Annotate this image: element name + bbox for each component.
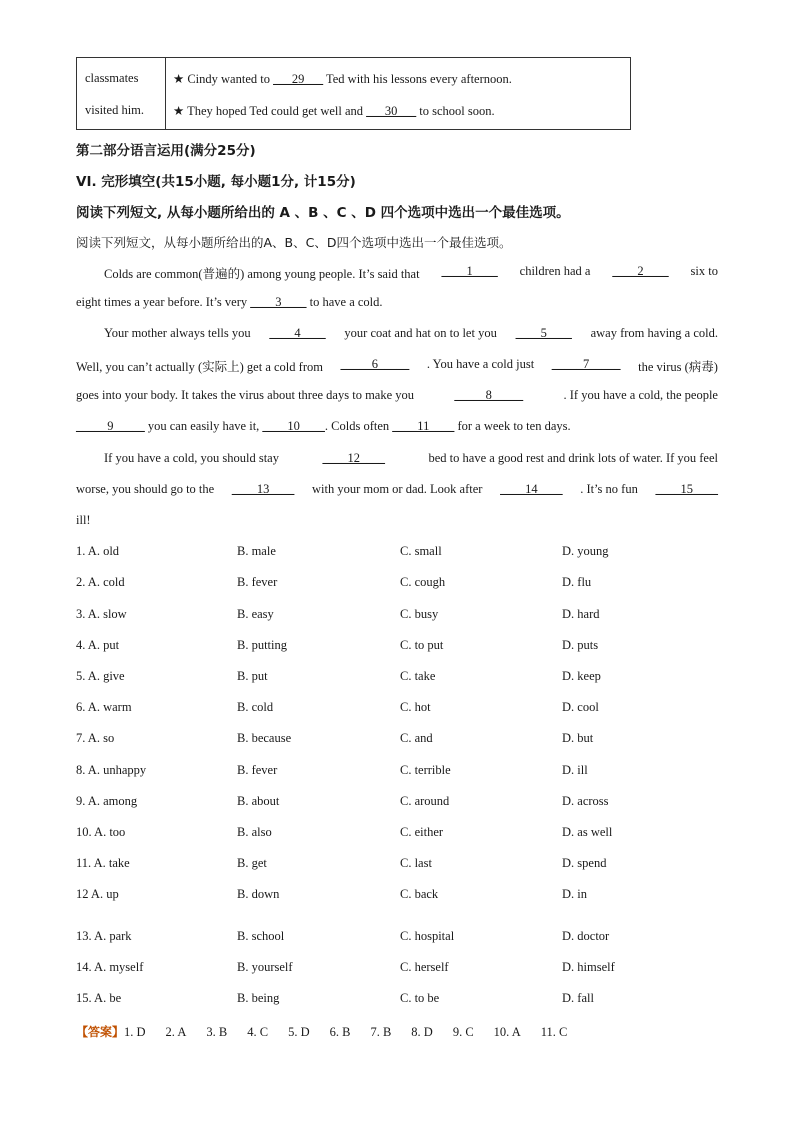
table-row1-text-end: Ted with his lessons every afternoon. [323,72,512,86]
passage-text: worse, you should go to the [76,482,215,496]
option-row-4 [76,638,726,656]
instruction: 阅读下列短文，从每小题所给出的A、B、C、D四个选项中选出一个最佳选项。 [76,235,512,250]
option-c[interactable]: C. herself [400,960,449,974]
passage-line-3 [104,326,718,341]
blank-6: _____6_____ [340,357,410,371]
option-d[interactable]: D. puts [562,638,599,652]
option-a[interactable]: 10. A. too [76,825,126,839]
option-c[interactable]: C. last [400,856,432,870]
passage-line-8 [76,482,718,497]
option-b[interactable]: B. also [237,825,272,839]
blank-10: ____10____ [262,419,325,433]
passage-text: you can easily have it, [144,419,263,433]
blank-3: ____3____ [250,295,307,309]
option-row-10 [76,825,726,843]
option-row-1 [76,544,726,562]
passage-line-7 [104,451,718,466]
option-d[interactable]: D. spend [562,856,607,870]
option-c[interactable]: C. around [400,794,450,808]
answer-key [76,1023,567,1040]
passage-line-2 [76,295,718,310]
answer-item: 5. D [288,1025,310,1039]
option-a[interactable]: 14. A. myself [76,960,144,974]
option-a[interactable]: 9. A. among [76,794,138,808]
passage-line-4 [76,357,718,375]
option-b[interactable]: B. down [237,887,280,901]
option-d[interactable]: D. himself [562,960,615,974]
table-left-cell [77,58,166,129]
option-row-12 [76,887,726,905]
option-b[interactable]: B. school [237,929,285,943]
passage-text: children had a [519,264,591,278]
passage-text: If you have a cold, you should stay [104,451,279,465]
table-row2-text-end: to school soon. [416,104,495,118]
answer-item: 3. B [206,1025,228,1039]
answer-item: 8. D [411,1025,433,1039]
option-b[interactable]: B. put [237,669,268,683]
option-d[interactable]: D. flu [562,575,592,589]
option-d[interactable]: D. keep [562,669,601,683]
option-d[interactable]: D. across [562,794,609,808]
option-b[interactable]: B. putting [237,638,288,652]
answer-item: 7. B [370,1025,392,1039]
option-row-6 [76,700,726,718]
blank-30: ___30___ [366,104,417,118]
option-a[interactable]: 15. A. be [76,991,122,1005]
option-c[interactable]: C. busy [400,607,439,621]
passage-text: . Colds often [324,419,393,433]
instruction-bold: 阅读下列短文, 从每小题所给出的 A 、B 、C 、D 四个选项中选出一个最佳选项。 [76,205,570,221]
passage-text: to have a cold. [306,295,383,309]
blank-1: ____1____ [441,264,498,278]
option-c[interactable]: C. back [400,887,439,901]
option-c[interactable]: C. hot [400,700,431,714]
option-b[interactable]: B. fever [237,575,278,589]
option-c[interactable]: C. to put [400,638,444,652]
answer-item: 2. A [165,1025,187,1039]
option-c[interactable]: C. take [400,669,436,683]
passage-text: for a week to ten days. [454,419,571,433]
blank-11: ____11____ [392,419,455,433]
answer-item: 11. C [540,1025,568,1039]
passage-text: Well, you can’t actually (实际上) get a cold from [76,360,323,374]
option-a[interactable]: 11. A. take [76,856,130,870]
option-d[interactable]: D. as well [562,825,613,839]
passage-line-9: ill! [76,513,91,527]
answer-item: 6. B [329,1025,351,1039]
passage-line-1 [104,264,718,282]
option-b[interactable]: B. get [237,856,267,870]
option-a[interactable]: 13. A. park [76,929,132,943]
option-a[interactable]: 3. A. slow [76,607,127,621]
table-row2-text: ★ They hoped Ted could get well and [173,104,367,118]
answer-item: 9. C [452,1025,474,1039]
passage-text: away from having a cold. [590,326,718,340]
passage-text: . If you have a cold, the people [563,388,718,402]
option-row-7 [76,731,726,749]
option-c[interactable]: C. either [400,825,444,839]
option-a[interactable]: 6. A. warm [76,700,132,714]
blank-14: ____14____ [500,482,563,496]
option-c[interactable]: C. small [400,544,442,558]
table-right-cell [166,58,630,129]
passage-text: your coat and hat on to let you [344,326,497,340]
option-d[interactable]: D. hard [562,607,600,621]
passage-line-5 [76,388,718,403]
answer-item: 10. A [493,1025,521,1039]
option-row-5 [76,669,726,687]
answer-tag: 【答案】 [76,1025,125,1039]
table-row2 [173,103,495,119]
blank-7: _____7_____ [551,357,621,371]
blank-2: ____2____ [612,264,669,278]
option-row-3 [76,607,726,625]
answer-item: 1. D [124,1025,146,1039]
option-c[interactable]: C. cough [400,575,446,589]
option-d[interactable]: D. cool [562,700,599,714]
table-left-line1: classmates [85,71,139,85]
option-row-15 [76,991,726,1009]
blank-12: ____12____ [322,451,385,465]
option-b[interactable]: B. about [237,794,280,808]
table-row1-text: ★ Cindy wanted to [173,72,274,86]
section-title: VI. 完形填空(共15小题, 每小题1分, 计15分) [76,174,356,190]
option-c[interactable]: C. and [400,731,433,745]
option-d[interactable]: D. doctor [562,929,610,943]
option-row-9 [76,794,726,812]
blank-15: ____15____ [655,482,718,496]
option-d[interactable]: D. ill [562,763,588,777]
passage-text: Colds are common(普遍的) among young people. It’s said that [104,267,420,281]
option-d[interactable]: D. fall [562,991,594,1005]
part-title: 第二部分语言运用(满分25分) [76,143,256,159]
option-b[interactable]: B. because [237,731,292,745]
option-a[interactable]: 5. A. give [76,669,125,683]
option-row-13 [76,929,726,947]
option-c[interactable]: C. to be [400,991,440,1005]
option-b[interactable]: B. fever [237,763,278,777]
option-b[interactable]: B. yourself [237,960,293,974]
option-row-14 [76,960,726,978]
blank-4: ____4____ [269,326,326,340]
option-b[interactable]: B. cold [237,700,274,714]
option-c[interactable]: C. hospital [400,929,455,943]
table-row1 [173,71,512,87]
option-a[interactable]: 1. A. old [76,544,120,558]
option-c[interactable]: C. terrible [400,763,451,777]
option-a[interactable]: 7. A. so [76,731,115,745]
passage-text: . It’s no fun [580,482,638,496]
option-d[interactable]: D. young [562,544,609,558]
option-b[interactable]: B. being [237,991,280,1005]
option-row-2 [76,575,726,593]
option-a[interactable]: 2. A. cold [76,575,125,589]
passage-text: bed to have a good rest and drink lots of water. If you feel [428,451,718,465]
blank-8: _____8_____ [454,388,524,402]
passage-text: goes into your body. It takes the virus about three days to make you [76,388,415,402]
table-left-line2: visited him. [85,103,145,117]
passage-text: Your mother always tells you [104,326,251,340]
passage-text: the virus (病毒) [638,360,718,374]
option-b[interactable]: B. easy [237,607,274,621]
blank-9: _____9_____ [76,419,145,433]
passage-text: eight times a year before. It’s very [76,295,251,309]
option-d[interactable]: D. in [562,887,587,901]
option-a[interactable]: 8. A. unhappy [76,763,147,777]
passage-text: . You have a cold just [426,357,535,371]
blank-29: ___29___ [273,72,324,86]
answer-item: 4. C [247,1025,269,1039]
passage-text: six to [690,264,718,278]
option-d[interactable]: D. but [562,731,594,745]
option-b[interactable]: B. male [237,544,276,558]
option-a[interactable]: 4. A. put [76,638,120,652]
passage-text: with your mom or dad. Look after [311,482,483,496]
passage-line-6 [76,419,718,434]
blank-5: ____5____ [515,326,572,340]
option-row-8 [76,763,726,781]
visit-table [76,57,631,130]
option-a[interactable]: 12 A. up [76,887,119,901]
option-row-11 [76,856,726,874]
blank-13: ____13____ [231,482,295,496]
